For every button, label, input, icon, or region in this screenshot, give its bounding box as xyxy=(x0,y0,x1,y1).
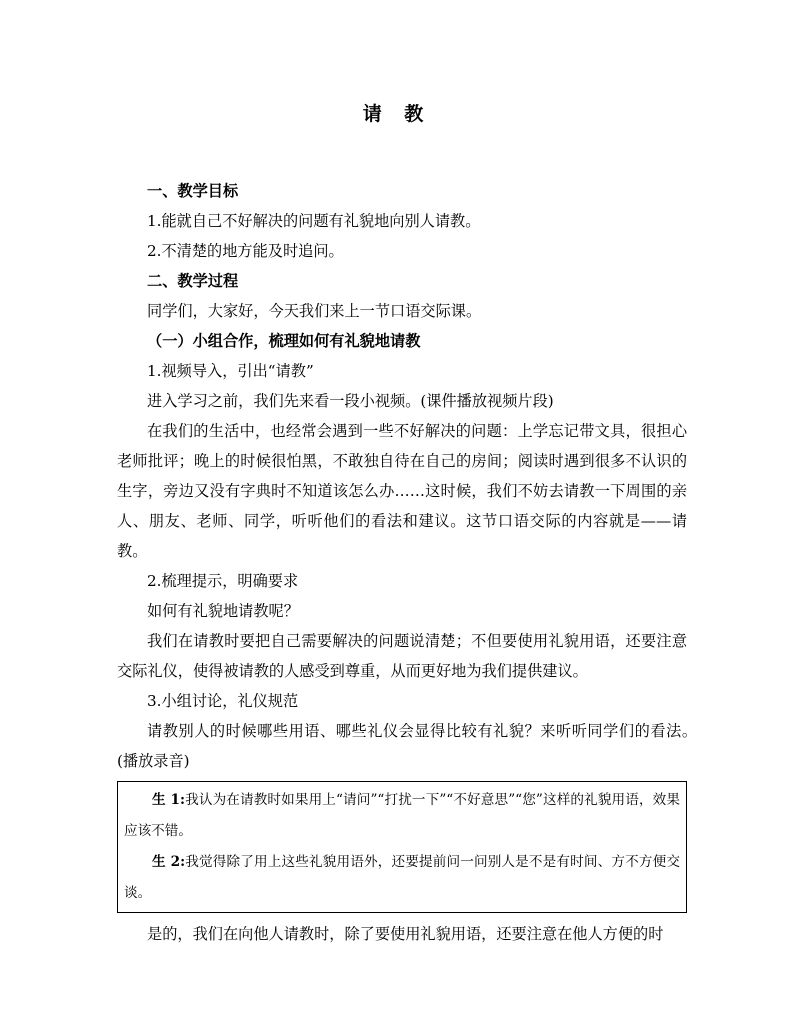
step-2-title: 2.梳理提示，明确要求 xyxy=(147,572,299,590)
student-2-label: 生 2: xyxy=(152,854,186,870)
student-2-quote xyxy=(124,847,680,909)
step-3-title: 3.小组讨论，礼仪规范 xyxy=(147,692,299,710)
subheading-group-work: （一）小组合作，梳理如何有礼貌地请教 xyxy=(147,332,421,350)
heading-teaching-goals: 一、教学目标 xyxy=(147,182,239,200)
goal-item-1: 1.能就自己不好解决的问题有礼貌地向别人请教。 xyxy=(147,212,481,230)
student-1-quote xyxy=(124,785,680,847)
intro-paragraph: 同学们，大家好，今天我们来上一节口语交际课。 xyxy=(147,302,482,320)
student-1-label: 生 1: xyxy=(152,792,186,808)
question-line: 如何有礼貌地请教呢？ xyxy=(147,602,299,620)
heading-teaching-process: 二、教学过程 xyxy=(147,272,239,290)
document-body xyxy=(117,176,697,949)
paragraph-requirements: 我们在请教时要把自己需要解决的问题说清楚；不但要使用礼貌用语，还要注意交际礼仪，使得被请教的人感受到尊重，从而更好地为我们提供建议。 xyxy=(117,632,687,680)
student-2-text: 我觉得除了用上这些礼貌用语外，还要提前问一问别人是不是有时间、方不方便交谈。 xyxy=(124,854,680,901)
goal-item-2: 2.不清楚的地方能及时追问。 xyxy=(147,242,344,260)
step-1-title: 1.视频导入，引出“请教” xyxy=(147,362,314,380)
student-1-text: 我认为在请教时如果用上“请问”“打扰一下”“不好意思”“您”这样的礼貌用语，效果应该不错。 xyxy=(124,792,680,839)
student-quotes-box xyxy=(117,781,687,913)
step-1-text: 进入学习之前，我们先来看一段小视频。(课件播放视频片段) xyxy=(147,392,554,410)
paragraph-discussion: 请教别人的时候哪些用语、哪些礼仪会显得比较有礼貌？来听听同学们的看法。(播放录音) xyxy=(117,722,697,770)
paragraph-problems: 在我们的生活中，也经常会遇到一些不好解决的问题：上学忘记带文具，很担心老师批评；晚上的时候很怕黑，不敢独自待在自己的房间；阅读时遇到很多不认识的生字，旁边又没有字典时不知道该怎么办……这时候，我们不妨去请教一下周围的亲人、朋友、老师、同学，听听他们的看法和建议。这节口语交际的内容就是——请教。 xyxy=(117,422,687,560)
paragraph-conclusion: 是的，我们在向他人请教时，除了要使用礼貌用语，还要注意在他人方便的时 xyxy=(147,925,664,943)
page-title: 请 教 xyxy=(362,103,432,125)
